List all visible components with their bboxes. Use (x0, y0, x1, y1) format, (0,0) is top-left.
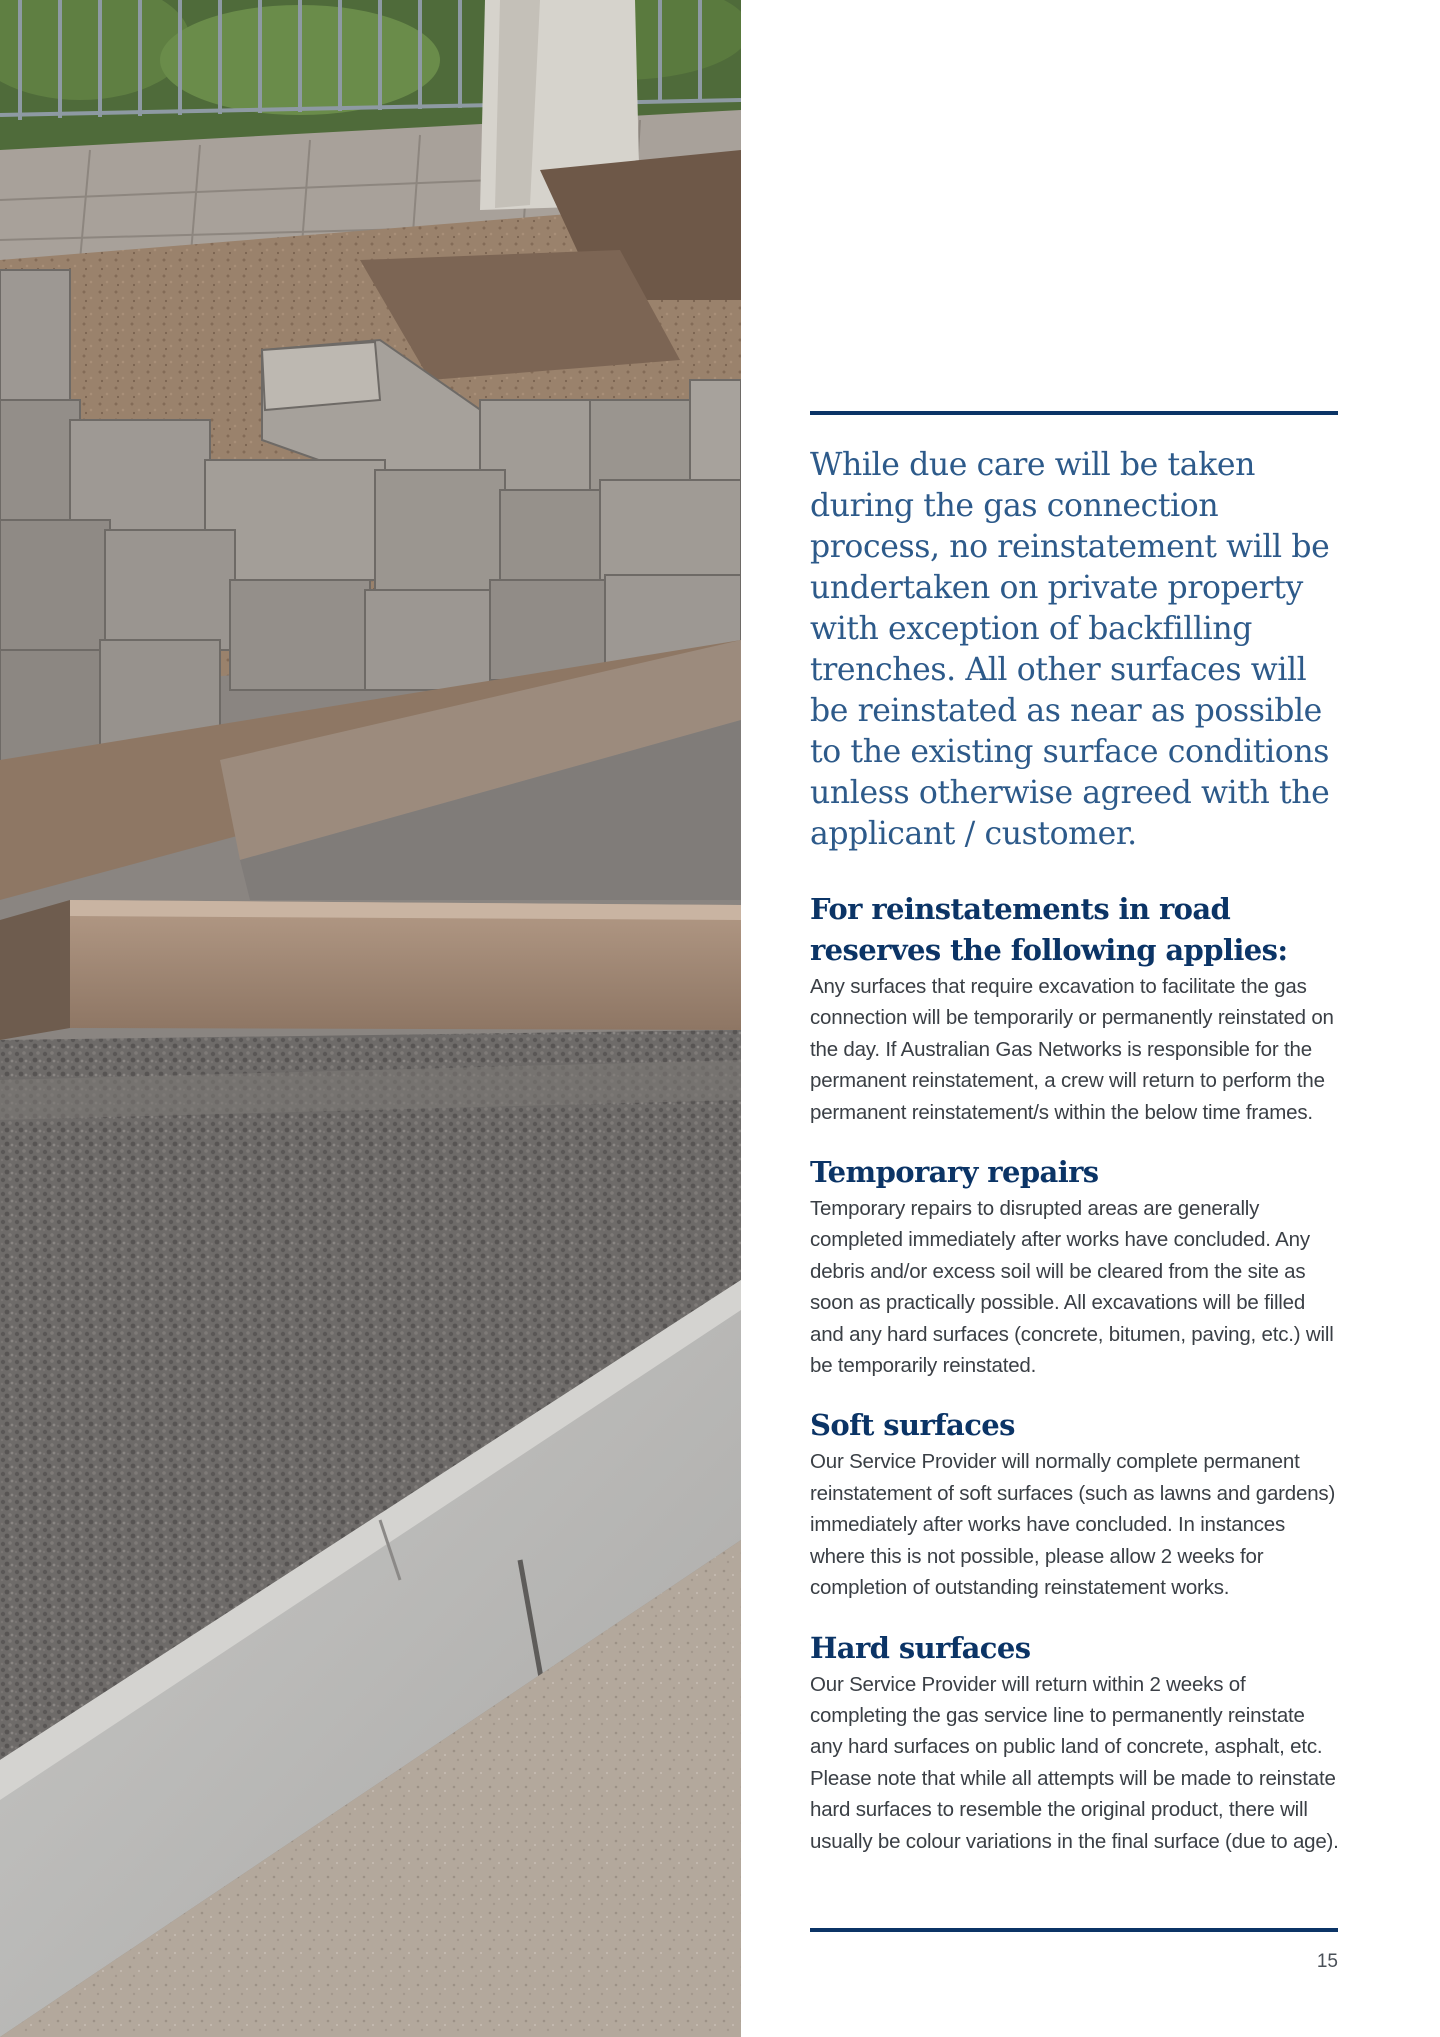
bottom-divider (810, 1928, 1338, 1932)
section-heading: For reinstatements in road reserves the following applies: (810, 892, 1288, 967)
section-body: Any surfaces that require excavation to facilitate the gas connection will be temporarily or permanently reinstated on the day. If Australian Gas Networks is responsible for the permanent reinstatement, a crew will return to perform the permanent reinstatement/s within the below time frames. (810, 975, 1334, 1124)
section-body: Our Service Provider will normally complete permanent reinstatement of soft surfaces (such as lawns and gardens) immediately after works have concluded. In instances where this is not possible, please allow 2 weeks for completion of outstanding reinstatement works. (810, 1450, 1336, 1600)
section-soft-surfaces (810, 1405, 1340, 1603)
section-road-reserves (810, 889, 1340, 1128)
section-body: Our Service Provider will return within 2 weeks of completing the gas service line to permanently reinstate any hard surfaces on public land of concrete, asphalt, etc. Please note that while all attempts will be made to reinstate hard surfaces to resemble the original product, there will usually be colour variations in the final surface (due to age). (810, 1672, 1339, 1853)
page-number: 15 (1316, 1951, 1338, 1972)
section-heading: Hard surfaces (810, 1630, 1031, 1665)
text-column (810, 411, 1340, 1857)
intro-paragraph: While due care will be taken during the gas connection process, no reinstatement will be undertaken on private property with exception of backfilling trenches. All other surfaces will be reinstated as near as possible to the existing surface conditions unless otherwise agreed with the applicant / customer. (810, 447, 1330, 852)
section-hard-surfaces (810, 1628, 1340, 1857)
section-heading: Soft surfaces (810, 1408, 1015, 1443)
section-temporary-repairs (810, 1152, 1340, 1381)
section-heading: Temporary repairs (810, 1155, 1099, 1190)
section-body: Temporary repairs to disrupted areas are generally completed immediately after works have concluded. Any debris and/or excess soil will be cleared from the site as soon as practically possible. All excavations will be filled and any hard surfaces (concrete, bitumen, paving, etc.) will be temporarily reinstated. (810, 1197, 1334, 1378)
top-divider (810, 411, 1338, 415)
